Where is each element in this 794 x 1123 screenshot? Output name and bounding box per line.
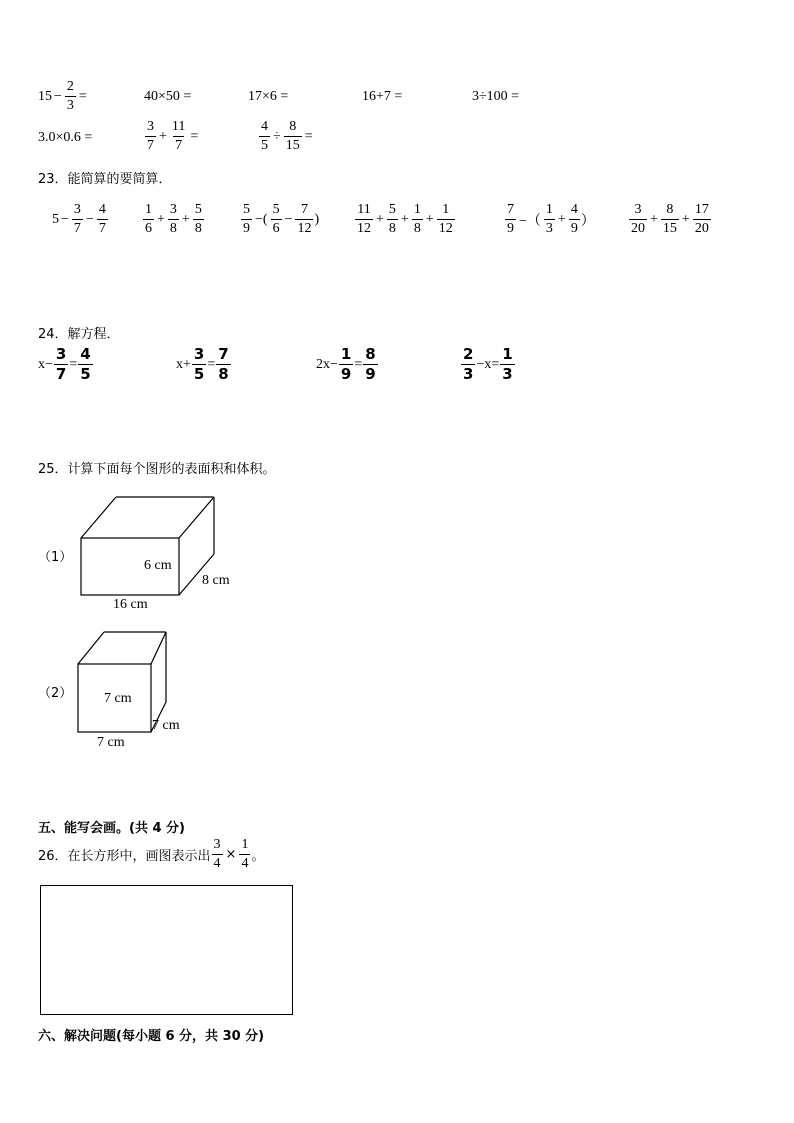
fraction: $\frac{3}{5}$ (193, 345, 205, 383)
fraction: $\frac{11}{7}$ (171, 119, 186, 153)
cube-2 (78, 632, 166, 732)
fraction: $\frac{17}{20}$ (694, 202, 709, 236)
fraction: $\frac{5}{9}$ (243, 202, 250, 236)
q23-expr-1: 5 − $\frac{3}{7}$ − $\frac{4}{7}$ (52, 202, 106, 236)
oral-expr-6: 3.0×0.6 = (38, 130, 93, 145)
fraction: $\frac{4}{7}$ (98, 202, 106, 236)
q23-expr-5: $\frac{7}{9}$ −（ $\frac{1}{3}$ + $\frac{4}{9}$ ） (507, 202, 595, 236)
fraction: $\frac{3}{8}$ (169, 202, 177, 236)
fraction: $\frac{7}{9}$ (507, 202, 514, 236)
q23-expr-3: $\frac{5}{9}$ −( $\frac{5}{6}$ − $\frac{7}{12}$ ) (243, 202, 320, 236)
q26-text: 26．在长方形中，画图表示出 $\frac{3}{4}$ × $\frac{1}{4}$ 。 (38, 837, 265, 871)
fraction: $\frac{2}{3}$ (463, 345, 474, 383)
fraction: $\frac{5}{8}$ (194, 202, 202, 236)
fraction: $\frac{1}{6}$ (145, 202, 152, 236)
fraction: $\frac{1}{4}$ (241, 837, 249, 871)
oral-expr-4: 16+7 = (362, 89, 403, 104)
fraction: $\frac{1}{9}$ (340, 345, 352, 383)
q23-expr-6: $\frac{3}{20}$ + $\frac{8}{15}$ + $\frac{17}{20}$ (631, 202, 709, 236)
fig2-depth-label: 7 cm (152, 718, 180, 733)
drawing-rectangle[interactable] (40, 885, 293, 1015)
fraction: $\frac{3}{20}$ (631, 202, 645, 236)
fig2-label: （2） (38, 686, 73, 701)
oral-expr-8: $\frac{4}{5}$ ÷ $\frac{8}{15}$ = (261, 119, 313, 153)
fraction: $\frac{1}{3}$ (502, 345, 513, 383)
fraction: $\frac{3}{7}$ (73, 202, 81, 236)
fraction: $\frac{5}{8}$ (388, 202, 396, 236)
q24-equation-4: $\frac{2}{3}$ −x= $\frac{1}{3}$ (463, 345, 513, 383)
fraction: $\frac{7}{8}$ (218, 345, 229, 383)
fraction: $\frac{1}{3}$ (545, 202, 553, 236)
fraction: $\frac{3}{7}$ (55, 345, 67, 383)
section5-title: 五、能写会画。(共 4 分) (38, 821, 185, 836)
fig1-height-label: 6 cm (144, 558, 172, 573)
q24-equation-2: x+ $\frac{3}{5}$ = $\frac{7}{8}$ (176, 345, 229, 383)
fraction: $\frac{1}{12}$ (438, 202, 453, 236)
fig1-label: （1） (38, 550, 73, 565)
fraction: $\frac{4}{9}$ (570, 202, 578, 236)
q25-title: 25．计算下面每个图形的表面积和体积。 (38, 462, 276, 477)
q24-equation-3: 2x− $\frac{1}{9}$ = $\frac{8}{9}$ (316, 345, 376, 383)
cuboid-1 (81, 497, 214, 595)
oral-expr-7: $\frac{3}{7}$ + $\frac{11}{7}$ = (147, 119, 199, 153)
fig1-depth-label: 8 cm (202, 573, 230, 588)
operator: − (54, 88, 62, 104)
q23-expr-4: $\frac{11}{12}$ + $\frac{5}{8}$ + $\frac{1}{8}$ + $\frac{1}{12}$ (357, 202, 453, 236)
fraction: $\frac{11}{12}$ (357, 202, 371, 236)
fig2-length-label: 7 cm (97, 735, 125, 750)
q24-title: 24．解方程． (38, 327, 120, 342)
fraction: $\frac{7}{12}$ (297, 202, 312, 236)
q23-expr-2: $\frac{1}{6}$ + $\frac{3}{8}$ + $\frac{5}{8}$ (145, 202, 202, 236)
fraction: $\frac{4}{5}$ (261, 119, 268, 153)
fraction: $\frac{3}{4}$ (213, 837, 221, 871)
fraction: $\frac{2}{3}$ (66, 79, 74, 113)
fraction: $\frac{4}{5}$ (80, 345, 91, 383)
oral-expr-2: 40×50 = (144, 89, 192, 104)
fraction: $\frac{1}{8}$ (413, 202, 421, 236)
fraction: $\frac{8}{15}$ (285, 119, 300, 153)
fraction: $\frac{3}{7}$ (147, 119, 154, 153)
fig1-length-label: 16 cm (113, 597, 148, 612)
oral-expr-5: 3÷100 = (472, 89, 520, 104)
whole-number: 15 (38, 88, 52, 104)
fraction: $\frac{5}{6}$ (272, 202, 280, 236)
fraction: $\frac{8}{15}$ (662, 202, 677, 236)
q24-equation-1: x− $\frac{3}{7}$ = $\frac{4}{5}$ (38, 345, 91, 383)
q23-title: 23．能简算的要简算． (38, 172, 172, 187)
section6-title: 六、解决问题(每小题 6 分，共 30 分) (38, 1029, 265, 1044)
equals-sign: = (78, 88, 87, 104)
fraction: $\frac{8}{9}$ (365, 345, 376, 383)
fig2-height-label: 7 cm (104, 691, 132, 706)
oral-expr-3: 17×6 = (248, 89, 289, 104)
